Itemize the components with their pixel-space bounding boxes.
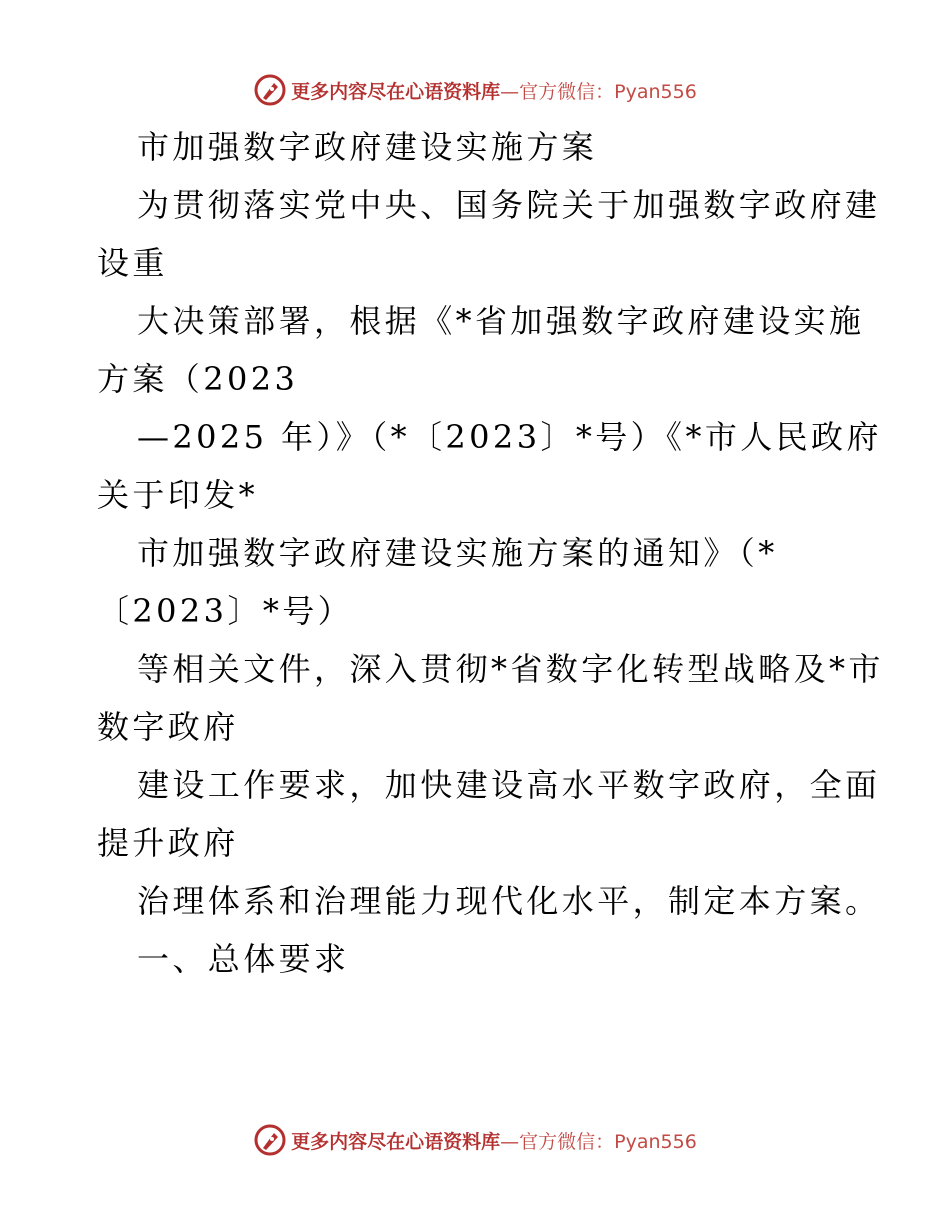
document-body (97, 118, 884, 988)
banner-text (291, 1127, 697, 1154)
paragraph-line: 数字政府 (97, 708, 239, 746)
section-heading: 一、总体要求 (137, 940, 350, 978)
banner-contact: —官方微信：Pyan556 (500, 80, 697, 103)
paragraph-line: 建设工作要求，加快建设高水平数字政府，全面 (137, 766, 881, 804)
banner-contact: —官方微信：Pyan556 (500, 1130, 697, 1153)
document-title: 市加强数字政府建设实施方案 (137, 128, 598, 166)
paragraph-line: 大决策部署，根据《*省加强数字政府建设实施 (137, 302, 865, 340)
paragraph-line: 设重 (97, 244, 168, 282)
paragraph-line: —2025 年）》（*〔2023〕*号）《*市人民政府 (137, 418, 882, 456)
footer-banner (0, 1120, 950, 1160)
banner-brand: 更多内容尽在心语资料库 (291, 1130, 501, 1153)
paragraph-line: 关于印发* (97, 476, 259, 514)
pen-nib-logo-icon (253, 73, 287, 107)
paragraph-line: 提升政府 (97, 824, 239, 862)
banner-text (291, 77, 697, 104)
paragraph-line: 方案（2023 (97, 360, 299, 398)
pen-nib-logo-icon (253, 1123, 287, 1157)
paragraph-line: 市加强数字政府建设实施方案的通知》（* (137, 534, 778, 572)
paragraph-line: 等相关文件，深入贯彻*省数字化转型战略及*市 (137, 650, 884, 688)
paragraph-line: 治理体系和治理能力现代化水平，制定本方案。 (137, 882, 881, 920)
header-banner (0, 70, 950, 110)
paragraph-line: 为贯彻落实党中央、国务院关于加强数字政府建 (137, 186, 881, 224)
banner-brand: 更多内容尽在心语资料库 (291, 80, 501, 103)
paragraph-line: 〔2023〕*号） (97, 592, 354, 630)
